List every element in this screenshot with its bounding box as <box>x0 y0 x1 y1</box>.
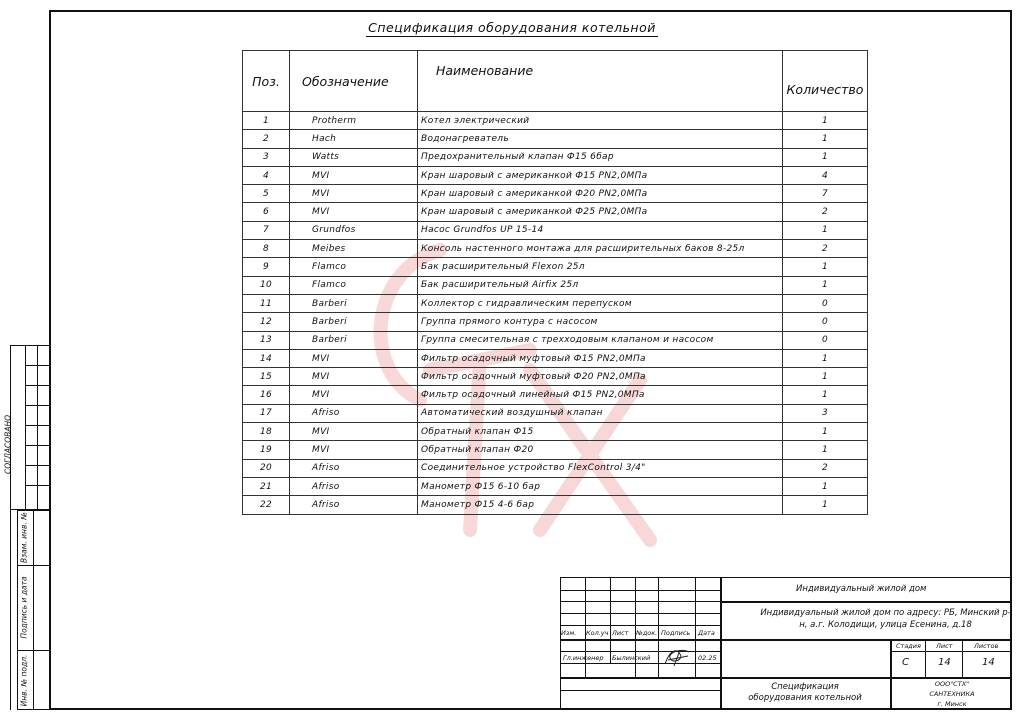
original-inv-label: Инв. № подл. <box>19 654 29 707</box>
cell-designation: MVI <box>290 185 418 203</box>
company-abbr: ООО"СТХ" <box>934 680 970 688</box>
cell-qty: 1 <box>783 368 868 386</box>
sheets-value: 14 <box>982 657 995 668</box>
margin-line <box>25 445 49 446</box>
margin-line <box>33 510 34 710</box>
margin-line <box>25 485 49 486</box>
titleblock-col-header: Дата <box>698 629 715 637</box>
cell-designation: MVI <box>290 441 418 459</box>
table-row <box>243 185 868 203</box>
cell-qty: 1 <box>783 130 868 148</box>
cell-qty: 2 <box>783 240 868 258</box>
table-row <box>243 496 868 514</box>
cell-pos: 9 <box>243 258 290 276</box>
tb-line <box>890 639 892 710</box>
sign-date: 02.25 <box>698 654 717 662</box>
cell-designation: MVI <box>290 166 418 184</box>
cell-qty: 1 <box>783 477 868 495</box>
cell-qty: 1 <box>783 496 868 514</box>
company-city: г. Минск <box>937 700 967 708</box>
cell-name: Кран шаровый с американкой Ф15 PN2,0МПа <box>418 166 783 184</box>
cell-pos: 10 <box>243 276 290 294</box>
table-row <box>243 148 868 166</box>
document-title: Спецификация оборудования котельной <box>748 682 862 703</box>
titleblock-col-header: Лист <box>612 629 629 637</box>
cell-pos: 8 <box>243 240 290 258</box>
tb-line <box>585 577 586 677</box>
cell-designation: Barberi <box>290 331 418 349</box>
cell-pos: 5 <box>243 185 290 203</box>
cell-pos: 22 <box>243 496 290 514</box>
tb-line <box>560 590 720 591</box>
cell-name: Консоль настенного монтажа для расширительных баков 8-25л <box>418 240 783 258</box>
cell-designation: MVI <box>290 423 418 441</box>
cell-qty: 0 <box>783 313 868 331</box>
table-row <box>243 386 868 404</box>
role-label: Гл.инженер <box>563 654 604 662</box>
cell-name: Обратный клапан Ф15 <box>418 423 783 441</box>
cell-designation: Afriso <box>290 404 418 422</box>
tb-line <box>720 639 1012 641</box>
cell-pos: 15 <box>243 368 290 386</box>
table-row <box>243 258 868 276</box>
cell-name: Обратный клапан Ф20 <box>418 441 783 459</box>
table-row <box>243 112 868 130</box>
tb-line <box>560 601 720 602</box>
tb-line <box>560 663 720 664</box>
cell-name: Кран шаровый с американкой Ф20 PN2,0МПа <box>418 185 783 203</box>
cell-designation: MVI <box>290 349 418 367</box>
tb-line <box>560 613 720 614</box>
tb-line <box>658 577 659 677</box>
cell-qty: 2 <box>783 203 868 221</box>
cell-pos: 20 <box>243 459 290 477</box>
cell-qty: 1 <box>783 349 868 367</box>
table-row <box>243 404 868 422</box>
tb-line <box>962 639 963 677</box>
cell-name: Группа смесительная с трехходовым клапаном и насосом <box>418 331 783 349</box>
cell-designation: MVI <box>290 386 418 404</box>
margin-line <box>25 425 49 426</box>
sheet-value: 14 <box>938 657 951 668</box>
cell-pos: 6 <box>243 203 290 221</box>
table-row <box>243 368 868 386</box>
tb-line <box>560 639 720 641</box>
tb-line <box>695 577 696 677</box>
cell-qty: 1 <box>783 148 868 166</box>
cell-name: Манометр Ф15 4-6 бар <box>418 496 783 514</box>
margin-line <box>25 405 49 406</box>
table-row <box>243 294 868 312</box>
cell-designation: Afriso <box>290 477 418 495</box>
cell-name: Бак расширительный Airfix 25л <box>418 276 783 294</box>
cell-qty: 1 <box>783 221 868 239</box>
header-pos: Поз. <box>243 51 290 112</box>
cell-designation: Flamco <box>290 258 418 276</box>
cell-qty: 1 <box>783 441 868 459</box>
cell-designation: Meibes <box>290 240 418 258</box>
cell-qty: 0 <box>783 294 868 312</box>
cell-qty: 1 <box>783 386 868 404</box>
table-row <box>243 203 868 221</box>
cell-qty: 4 <box>783 166 868 184</box>
cell-name: Коллектор с гидравлическим перепуском <box>418 294 783 312</box>
table-row <box>243 441 868 459</box>
cell-designation: Protherm <box>290 112 418 130</box>
table-row <box>243 349 868 367</box>
cell-qty: 1 <box>783 112 868 130</box>
replaced-inv-label: Взам. инв. № <box>19 512 29 563</box>
cell-name: Насос Grundfos UP 15-14 <box>418 221 783 239</box>
table-row <box>243 331 868 349</box>
signature-date-label: Подпись и дата <box>19 576 29 639</box>
object-name: Индивидуальный жилой дом <box>796 584 927 594</box>
cell-name: Манометр Ф15 6-10 бар <box>418 477 783 495</box>
object-address: Индивидуальный жилой дом по адресу: РБ, Минский р-н, а.г. Колодищи, улица Есенина, д.18 <box>760 608 1011 630</box>
tb-line <box>560 625 720 626</box>
cell-pos: 1 <box>243 112 290 130</box>
cell-qty: 7 <box>783 185 868 203</box>
margin-line <box>25 385 49 386</box>
company-name: САНТЕХНИКА <box>929 690 975 698</box>
header-designation: Обозначение <box>290 51 418 112</box>
titleblock-col-header: №док. <box>636 629 658 637</box>
cell-designation: Afriso <box>290 459 418 477</box>
cell-name: Соединительное устройство FlexControl 3/4" <box>418 459 783 477</box>
cell-qty: 1 <box>783 423 868 441</box>
sheet-label: Лист <box>936 642 953 650</box>
cell-pos: 21 <box>243 477 290 495</box>
cell-pos: 11 <box>243 294 290 312</box>
table-row <box>243 166 868 184</box>
margin-line <box>10 345 11 710</box>
table-row <box>243 423 868 441</box>
table-row <box>243 459 868 477</box>
tb-line <box>560 677 1012 679</box>
cell-pos: 13 <box>243 331 290 349</box>
cell-qty: 3 <box>783 404 868 422</box>
cell-name: Фильтр осадочный линейный Ф15 PN2,0МПа <box>418 386 783 404</box>
specification-table <box>242 50 868 515</box>
cell-designation: MVI <box>290 368 418 386</box>
cell-designation: Afriso <box>290 496 418 514</box>
cell-qty: 2 <box>783 459 868 477</box>
cell-designation: Barberi <box>290 313 418 331</box>
cell-pos: 16 <box>243 386 290 404</box>
table-row <box>243 276 868 294</box>
cell-pos: 2 <box>243 130 290 148</box>
person-name: Былинский <box>612 654 651 662</box>
margin-line <box>25 365 49 366</box>
cell-designation: Grundfos <box>290 221 418 239</box>
margin-line <box>25 465 49 466</box>
table-row <box>243 240 868 258</box>
tb-line <box>720 577 722 710</box>
cell-name: Предохранительный клапан Ф15 6бар <box>418 148 783 166</box>
cell-name: Бак расширительный Flexon 25л <box>418 258 783 276</box>
table-row <box>243 477 868 495</box>
cell-designation: MVI <box>290 203 418 221</box>
cell-pos: 4 <box>243 166 290 184</box>
tb-line <box>560 690 720 691</box>
cell-pos: 17 <box>243 404 290 422</box>
cell-pos: 3 <box>243 148 290 166</box>
cell-qty: 1 <box>783 276 868 294</box>
stage-value: С <box>902 657 909 668</box>
table-row <box>243 130 868 148</box>
tb-line <box>635 577 636 677</box>
cell-pos: 14 <box>243 349 290 367</box>
cell-qty: 1 <box>783 258 868 276</box>
cell-pos: 18 <box>243 423 290 441</box>
signature-image <box>662 646 692 668</box>
cell-designation: Flamco <box>290 276 418 294</box>
cell-name: Водонагреватель <box>418 130 783 148</box>
table-row <box>243 313 868 331</box>
cell-name: Кран шаровый с американкой Ф25 PN2,0МПа <box>418 203 783 221</box>
titleblock-col-header: Кол.уч <box>586 629 609 637</box>
header-name: Наименование <box>418 51 783 112</box>
cell-pos: 7 <box>243 221 290 239</box>
cell-name: Группа прямого контура с насосом <box>418 313 783 331</box>
table-header-row <box>243 51 868 112</box>
cell-designation: Watts <box>290 148 418 166</box>
table-body <box>243 112 868 515</box>
cell-name: Котел электрический <box>418 112 783 130</box>
tb-line <box>560 651 720 652</box>
titleblock-col-header: Подпись <box>661 629 691 637</box>
stage-label: Стадия <box>896 642 921 650</box>
page-title <box>0 20 1024 35</box>
titleblock-col-header: Изм. <box>561 629 577 637</box>
cell-designation: Barberi <box>290 294 418 312</box>
agreed-label: СОГЛАСОВАНО <box>3 414 13 475</box>
tb-line <box>890 651 1012 652</box>
cell-name: Фильтр осадочный муфтовый Ф15 PN2,0МПа <box>418 349 783 367</box>
table-row <box>243 221 868 239</box>
tb-line <box>925 639 926 677</box>
cell-pos: 12 <box>243 313 290 331</box>
cell-designation: Hach <box>290 130 418 148</box>
cell-name: Автоматический воздушный клапан <box>418 404 783 422</box>
cell-name: Фильтр осадочный муфтовый Ф20 PN2,0МПа <box>418 368 783 386</box>
header-qty: Количество <box>783 51 868 112</box>
page-title-text: Спецификация оборудования котельной <box>368 20 656 35</box>
cell-qty: 0 <box>783 331 868 349</box>
cell-pos: 19 <box>243 441 290 459</box>
sheets-label: Листов <box>974 642 999 650</box>
tb-line <box>720 601 1012 603</box>
